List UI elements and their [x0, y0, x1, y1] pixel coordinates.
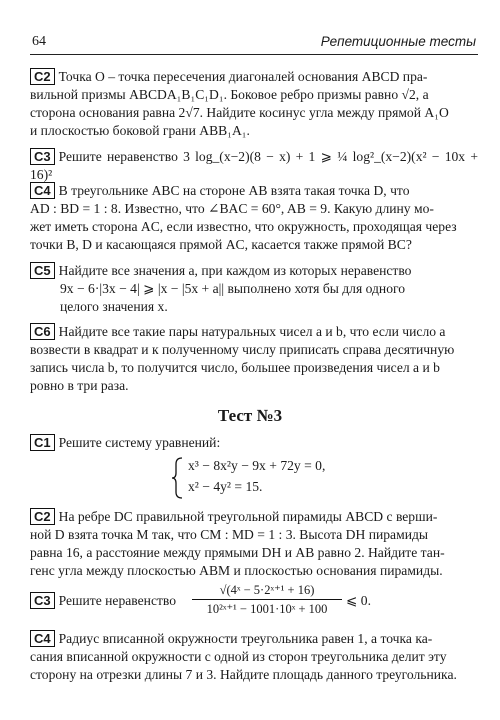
fraction-bar	[192, 599, 342, 600]
problem-tag: C3	[30, 148, 55, 165]
equation-1: x³ − 8x²y − 9x + 72y = 0,	[188, 458, 326, 473]
problem-line: запись числа b, то получится число, большее произведения чисел a и b	[30, 360, 440, 375]
test-title: Тест №3	[217, 406, 283, 425]
problem-line: генс угла между плоскостью ABM и плоскостью основания пирамиды.	[30, 563, 443, 578]
inequality-tail: ⩽ 0.	[346, 593, 371, 608]
problem-tag: C3	[30, 592, 55, 609]
problem-line: Найдите все такие пары натуральных чисел a и b, что если число a	[58, 324, 446, 339]
page-header	[30, 34, 478, 55]
inequality-fraction	[192, 582, 342, 618]
test3-problem-c4	[30, 630, 478, 684]
problem-line: 9x − 6·|3x − 4| ⩾ |x − |5x + a|| выполнено хотя бы для одного	[60, 281, 406, 296]
problem-line: сторона основания равна 2√7. Найдите косинус угла между прямой A₁O	[30, 105, 449, 120]
problem-line: Найдите все значения a, при каждом из которых неравенство	[58, 263, 412, 278]
problem-tag: C5	[30, 262, 55, 279]
test3-problem-c2	[30, 508, 478, 580]
left-brace-icon	[172, 457, 184, 499]
problem-line: жет иметь сторона AC, если известно, что окружность, проходящая через	[30, 219, 457, 234]
fraction-numerator: √(4ˣ − 5·2ˣ⁺¹ + 16)	[219, 583, 315, 597]
problem-c4-triangle	[30, 182, 478, 254]
problem-line: сания вписанной окружности с одной из сторон треугольника делит эту	[30, 649, 447, 664]
equation-system	[172, 457, 372, 497]
problem-line: Точка O – точка пересечения диагоналей основания ABCD пра-	[58, 69, 428, 84]
problem-line: вильной призмы ABCDA₁B₁C₁D₁. Боковое ребро призмы равно √2, а	[30, 87, 429, 102]
problem-line: Решите систему уравнений:	[58, 435, 221, 450]
problem-tag: C1	[30, 434, 55, 451]
problem-tag: C2	[30, 508, 55, 525]
problem-line: На ребре DC правильной треугольной пирамиды ABCD с верши-	[58, 509, 438, 524]
equation-2: x² − 4y² = 15.	[188, 479, 263, 494]
problem-line: целого значения x.	[60, 299, 168, 314]
problem-line: возвести в квадрат и к полученному числу приписать справа десятичную	[30, 342, 455, 357]
problem-line: сторону на отрезки длины 7 и 3. Найдите площадь данного треугольника.	[30, 667, 457, 682]
fraction-denominator: 10²ˣ⁺¹ − 1001·10ˣ + 100	[206, 602, 328, 616]
problem-line: Решите неравенство 3 log_(x−2)(8 − x) + 1 ⩾ ¼ log²_(x−2)(x² − 10x + 16)²	[30, 149, 478, 182]
problem-line: равна 16, а расстояние между прямыми DH и AB равно 2. Найдите тан-	[30, 545, 445, 560]
problem-tag: C4	[30, 630, 55, 647]
problem-line: ровно в три раза.	[30, 378, 129, 393]
problem-line: ной D взята точка M так, что CM : MD = 1 : 3. Высота DH пирамиды	[30, 527, 429, 542]
problem-c5-parameter	[30, 262, 478, 316]
problem-line: Радиус вписанной окружности треугольника равен 1, а точка ка-	[58, 631, 433, 646]
problem-line: В треугольнике ABC на стороне AB взята такая точка D, что	[58, 183, 410, 198]
problem-line: и плоскостью боковой грани ABB₁A₁.	[30, 123, 250, 138]
problem-line: точки B, D и касающаяся прямой AC, касается также прямой BC?	[30, 237, 412, 252]
problem-line: AD : BD = 1 : 8. Известно, что ∠BAC = 60°, AB = 9. Какую длину мо-	[30, 201, 434, 216]
page-number: 64	[32, 34, 46, 49]
running-title: Репетиционные тесты	[320, 34, 476, 49]
problem-line: Решите неравенство	[58, 593, 177, 608]
problem-c3-log-inequality	[30, 148, 478, 184]
problem-c6-numbers	[30, 323, 478, 395]
problem-tag: C2	[30, 68, 55, 85]
problem-tag: C6	[30, 323, 55, 340]
problem-tag: C4	[30, 182, 55, 199]
test3-problem-c1	[30, 434, 478, 452]
problem-c2-prism	[30, 68, 478, 140]
